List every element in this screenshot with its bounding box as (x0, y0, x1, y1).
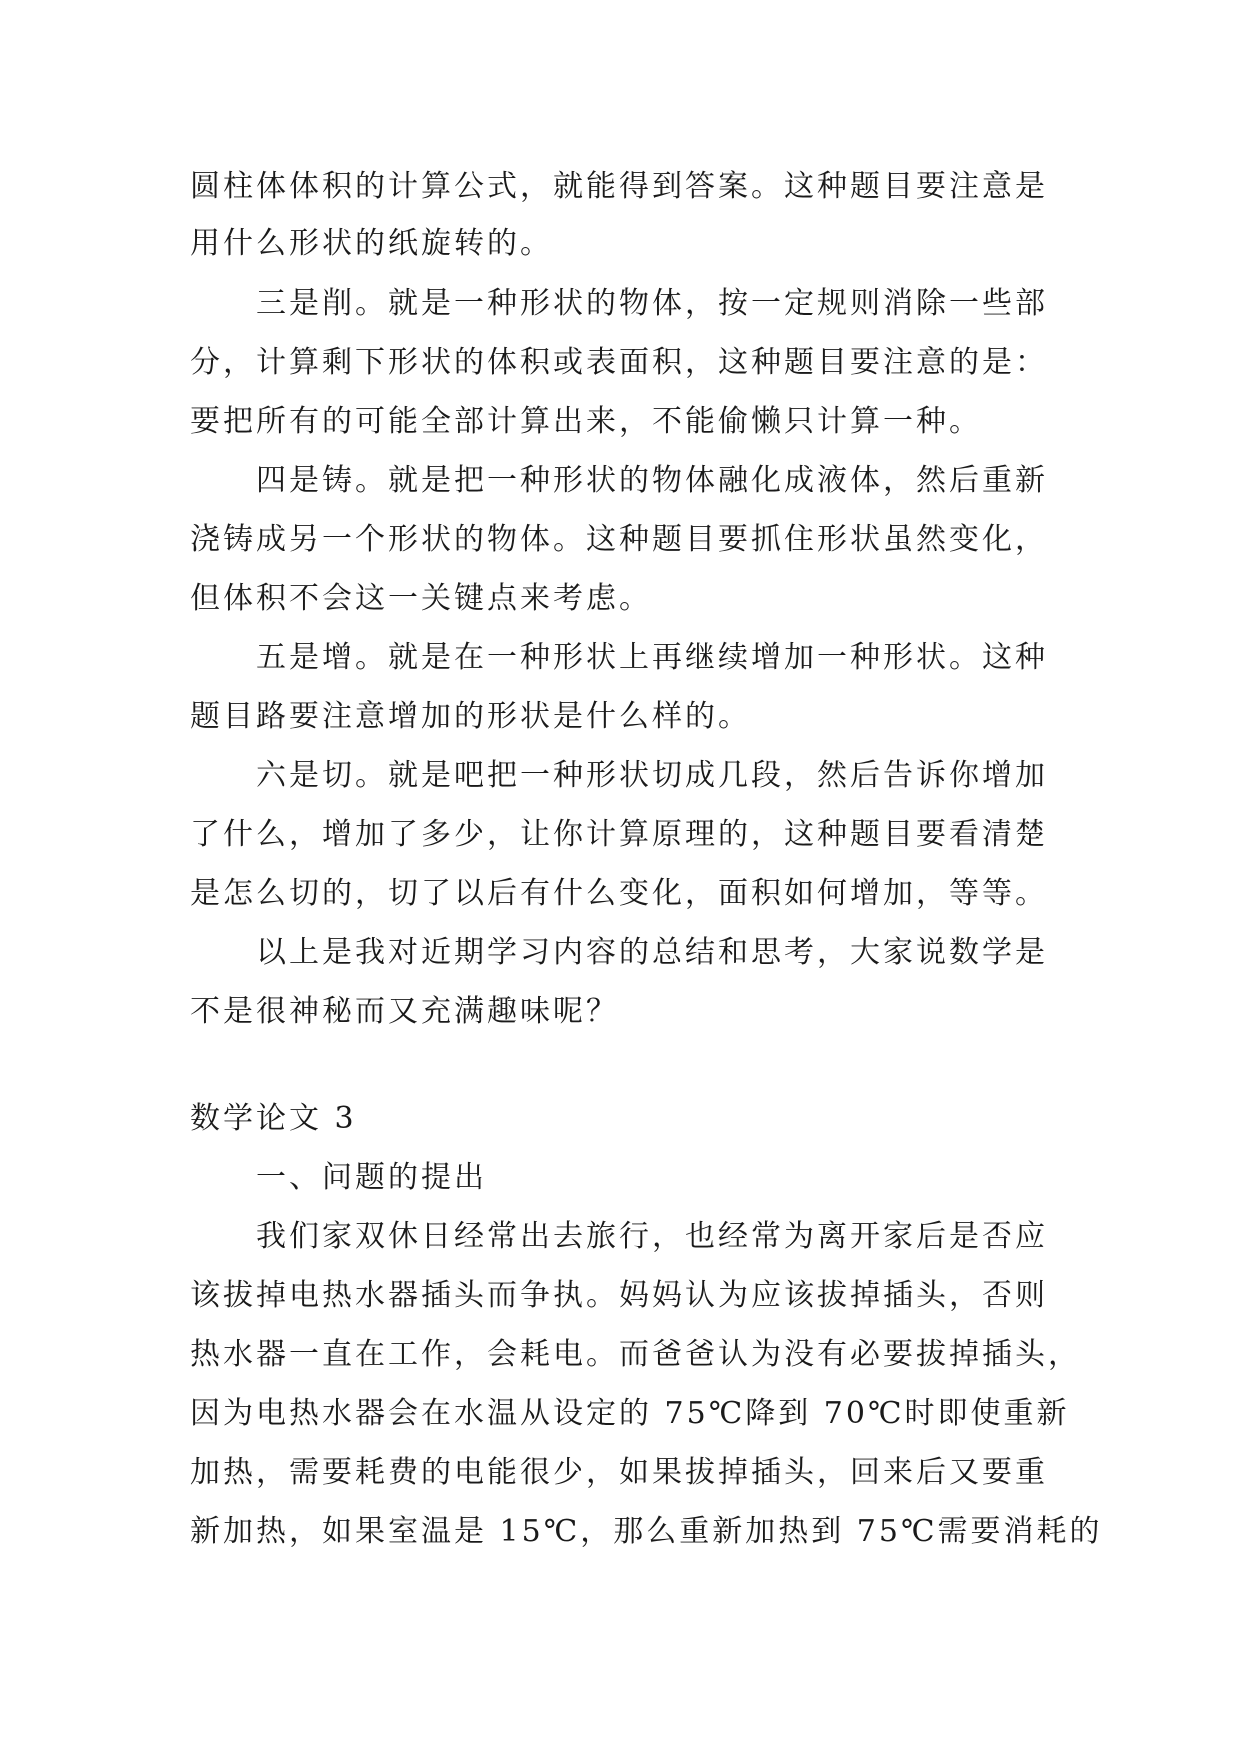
paragraph-line-indented: 四是铸。就是把一种形状的物体融化成液体，然后重新 (256, 463, 1048, 498)
text-line: 是怎么切的，切了以后有什么变化，面积如何增加，等等。 (190, 876, 1048, 911)
text-line: 该拔掉电热水器插头而争执。妈妈认为应该拔掉插头，否则 (190, 1278, 1048, 1313)
paragraph-line-indented: 我们家双休日经常出去旅行，也经常为离开家后是否应 (256, 1219, 1048, 1254)
text-line: 要把所有的可能全部计算出来，不能偷懒只计算一种。 (190, 404, 982, 439)
text-line: 分，计算剩下形状的体积或表面积，这种题目要注意的是： (190, 345, 1048, 380)
text-line: 加热，需要耗费的电能很少，如果拔掉插头，回来后又要重 (190, 1455, 1048, 1490)
text-line: 用什么形状的纸旋转的。 (190, 226, 553, 261)
text-line: 题目路要注意增加的形状是什么样的。 (190, 699, 751, 734)
paragraph-line-indented: 六是切。就是吧把一种形状切成几段，然后告诉你增加 (256, 758, 1048, 793)
section-title: 数学论文 3 (190, 1101, 357, 1136)
paragraph-line-indented: 五是增。就是在一种形状上再继续增加一种形状。这种 (256, 640, 1048, 675)
paragraph-line-indented: 以上是我对近期学习内容的总结和思考，大家说数学是 (256, 935, 1048, 970)
text-line: 新加热，如果室温是 15℃，那么重新加热到 75℃需要消耗的 (190, 1514, 1103, 1549)
text-line: 圆柱体体积的计算公式，就能得到答案。这种题目要注意是 (190, 169, 1048, 204)
text-line: 但体积不会这一关键点来考虑。 (190, 581, 652, 616)
text-line: 热水器一直在工作，会耗电。而爸爸认为没有必要拔掉插头， (190, 1337, 1081, 1372)
paragraph-line-indented: 三是削。就是一种形状的物体，按一定规则消除一些部 (256, 286, 1048, 321)
text-line: 因为电热水器会在水温从设定的 75℃降到 70℃时即使重新 (190, 1396, 1070, 1431)
text-line: 浇铸成另一个形状的物体。这种题目要抓住形状虽然变化， (190, 522, 1048, 557)
section-heading: 一、问题的提出 (256, 1160, 487, 1195)
text-line: 不是很神秘而又充满趣味呢？ (190, 994, 619, 1029)
text-line: 了什么，增加了多少，让你计算原理的，这种题目要看清楚 (190, 817, 1048, 852)
